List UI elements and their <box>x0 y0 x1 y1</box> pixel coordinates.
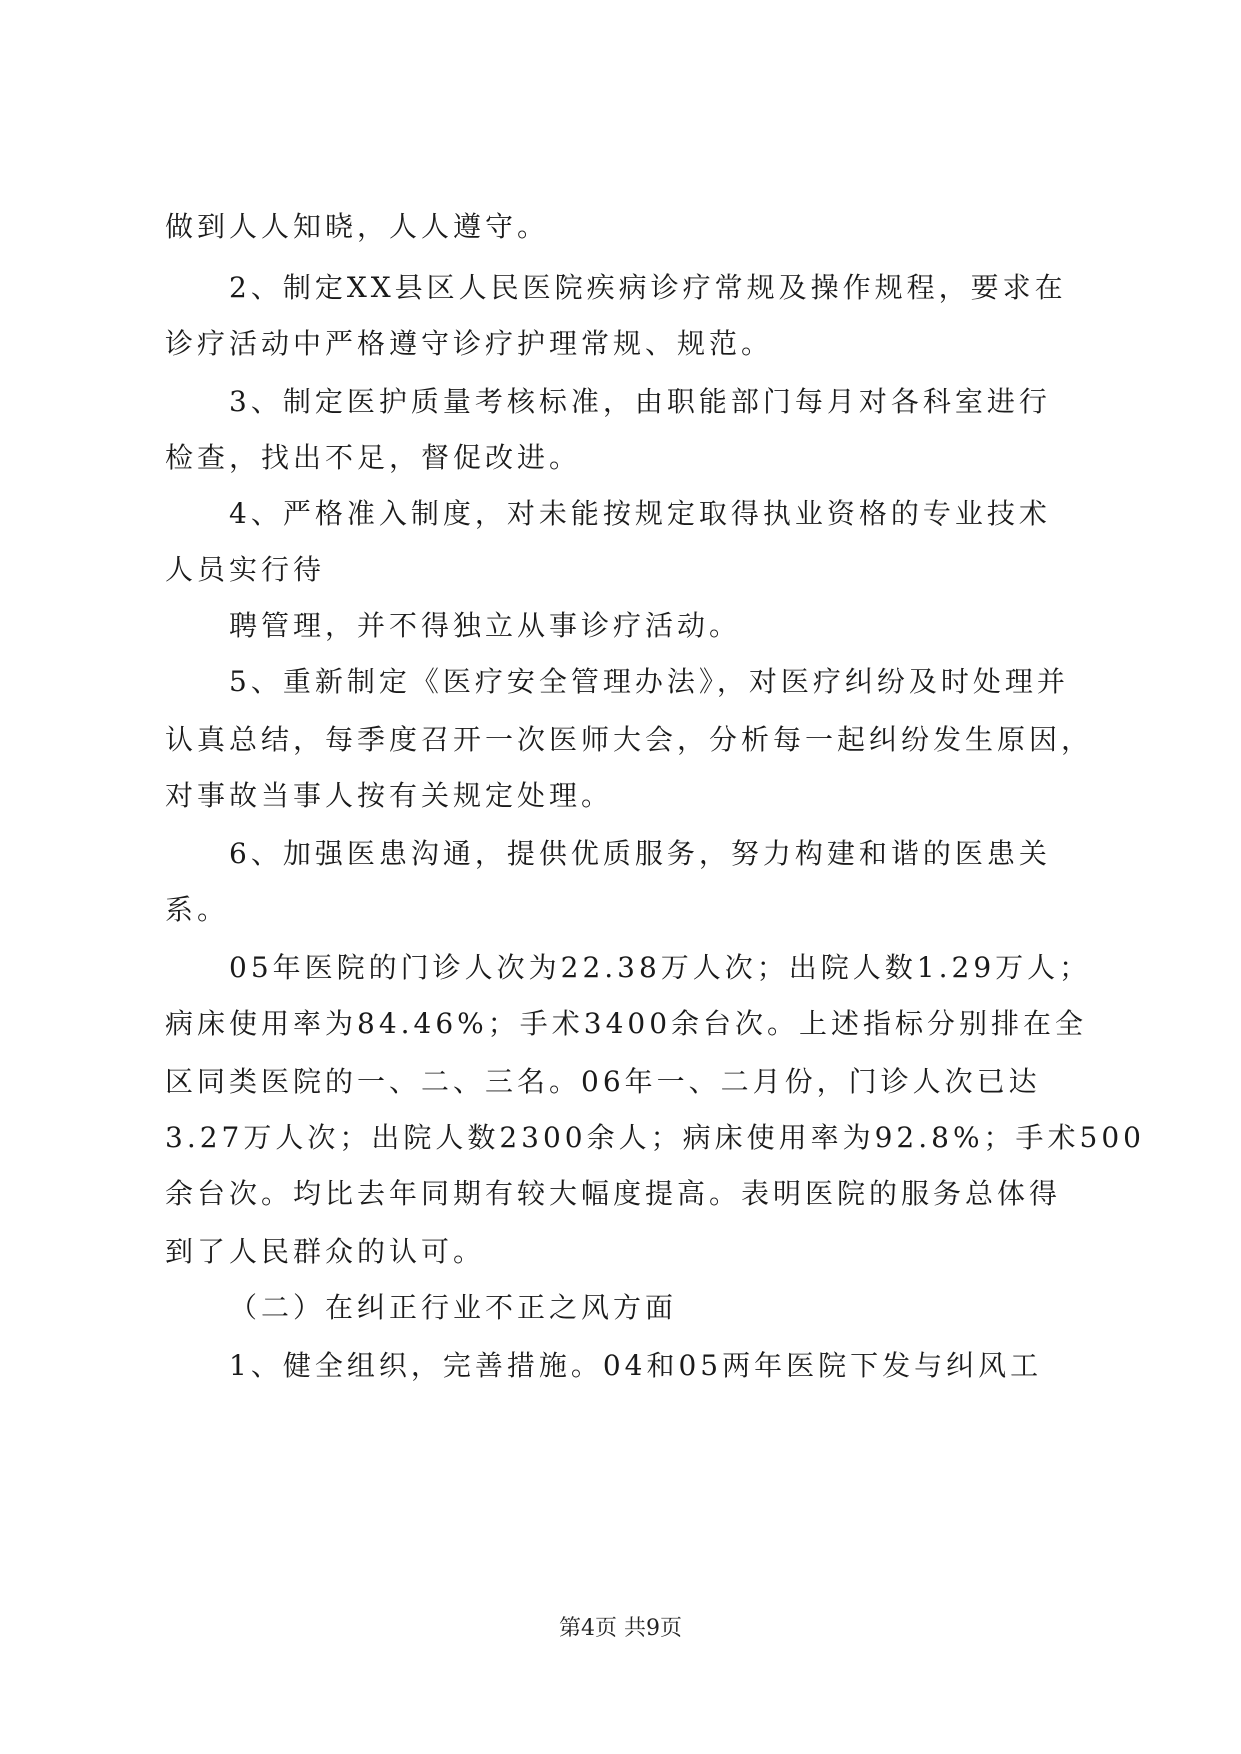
text-line: 到了人民群众的认可。 <box>165 1235 486 1268</box>
text-line: 认真总结，每季度召开一次医师大会，分析每一起纠纷发生原因， <box>165 723 1094 756</box>
section-heading: （二）在纠正行业不正之风方面 <box>229 1291 678 1324</box>
text-line: 人员实行待 <box>165 553 326 586</box>
text-line: 3、制定医护质量考核标准，由职能部门每月对各科室进行 <box>229 385 1051 418</box>
text-line: 区同类医院的一、二、三名。06年一、二月份，门诊人次已达 <box>165 1065 1041 1098</box>
text-line: 诊疗活动中严格遵守诊疗护理常规、规范。 <box>165 327 774 360</box>
text-line: 系。 <box>165 893 230 926</box>
text-line: 聘管理，并不得独立从事诊疗活动。 <box>229 609 742 642</box>
text-line: 做到人人知晓，人人遵守。 <box>165 210 550 243</box>
text-line: 2、制定XX县区人民医院疾病诊疗常规及操作规程，要求在 <box>229 271 1067 304</box>
text-line: 对事故当事人按有关规定处理。 <box>165 779 614 812</box>
text-line: 检查，找出不足，督促改进。 <box>165 441 582 474</box>
text-line: 4、严格准入制度，对未能按规定取得执业资格的专业技术 <box>229 497 1051 530</box>
text-line: 病床使用率为84.46%；手术3400余台次。上述指标分别排在全 <box>165 1007 1088 1040</box>
text-line: 6、加强医患沟通，提供优质服务，努力构建和谐的医患关 <box>229 837 1051 870</box>
text-line: 5、重新制定《医疗安全管理办法》，对医疗纠纷及时处理并 <box>229 665 1069 698</box>
text-line: 05年医院的门诊人次为22.38万人次；出院人数1.29万人； <box>229 951 1092 984</box>
text-line: 1、健全组织，完善措施。04和05两年医院下发与纠风工 <box>229 1349 1043 1382</box>
page-number-footer: 第4页 共9页 <box>559 1616 682 1641</box>
text-line: 余台次。均比去年同期有较大幅度提高。表明医院的服务总体得 <box>165 1177 1062 1210</box>
text-line: 3.27万人次；出院人数2300余人；病床使用率为92.8%；手术500 <box>165 1121 1145 1154</box>
